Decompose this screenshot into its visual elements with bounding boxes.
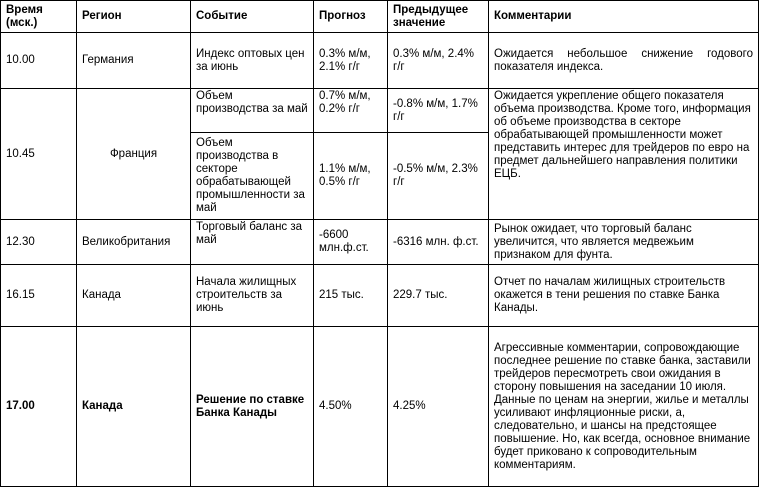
cell-event: Объем производства в секторе обрабатывающей промышленности за май bbox=[191, 133, 314, 220]
cell-forecast: 1.1% м/м, 0.5% г/г bbox=[314, 133, 388, 220]
header-time: Время (мск.) bbox=[1, 1, 77, 33]
cell-previous: -6316 млн. ф.ст. bbox=[388, 220, 489, 265]
table-row bbox=[1, 220, 759, 265]
cell-time: 17.00 bbox=[1, 327, 77, 487]
cell-region: Франция bbox=[77, 89, 191, 220]
cell-time: 12.30 bbox=[1, 220, 77, 265]
table-row bbox=[1, 33, 759, 89]
cell-previous: 0.3% м/м, 2.4% г/г bbox=[388, 33, 489, 89]
cell-previous: -0.8% м/м, 1.7% г/г bbox=[388, 89, 489, 133]
cell-comment: Агрессивные комментарии, сопровождающие последнее решение по ставке банка, заставили трейдеров пересмотреть свои ожидания в сторону повышения на заседании 10 июля. Данные по ценам на энергии, жилье и металлы усиливают инфляционные риски, а, следовательно, и шансы на предстоящее повышение. Но, как всегда, основное внимание будет приковано к сопроводительным комментариям. bbox=[489, 327, 759, 487]
cell-comment: Отчет по началам жилищных строительств окажется в тени решения по ставке Банка Канады. bbox=[489, 265, 759, 327]
cell-forecast: 0.3% м/м, 2.1% г/г bbox=[314, 33, 388, 89]
cell-previous: -0.5% м/м, 2.3% г/г bbox=[388, 133, 489, 220]
cell-time: 10.00 bbox=[1, 33, 77, 89]
cell-previous: 4.25% bbox=[388, 327, 489, 487]
header-previous: Предыдущее значение bbox=[388, 1, 489, 33]
header-event: Событие bbox=[191, 1, 314, 33]
cell-region: Канада bbox=[77, 265, 191, 327]
cell-time: 10.45 bbox=[1, 89, 77, 220]
cell-forecast: 215 тыс. bbox=[314, 265, 388, 327]
cell-region: Великобритания bbox=[77, 220, 191, 265]
cell-comment: Рынок ожидает, что торговый баланс увеличится, что является медвежьим признаком для фунта. bbox=[489, 220, 759, 265]
table-row bbox=[1, 89, 759, 133]
cell-forecast: 4.50% bbox=[314, 327, 388, 487]
header-row bbox=[1, 1, 759, 33]
cell-previous: 229.7 тыс. bbox=[388, 265, 489, 327]
header-forecast: Прогноз bbox=[314, 1, 388, 33]
cell-event: Торговый баланс за май bbox=[191, 220, 314, 265]
cell-event: Объем производства за май bbox=[191, 89, 314, 133]
cell-event: Индекс оптовых цен за июнь bbox=[191, 33, 314, 89]
table-row bbox=[1, 265, 759, 327]
header-region: Регион bbox=[77, 1, 191, 33]
cell-forecast: 0.7% м/м, 0.2% г/г bbox=[314, 89, 388, 133]
table-row bbox=[1, 327, 759, 487]
cell-comment: Ожидается укрепление общего показателя объема производства. Кроме того, информация об объеме производства в секторе обрабатывающей промышленности может представить интерес для трейдеров по евро на предмет дальнейшего направления политики ЕЦБ. bbox=[489, 89, 759, 220]
cell-event: Решение по ставке Банка Канады bbox=[191, 327, 314, 487]
cell-comment: Ожидается небольшое снижение годового показателя индекса. bbox=[489, 33, 759, 89]
cell-region: Канада bbox=[77, 327, 191, 487]
cell-time: 16.15 bbox=[1, 265, 77, 327]
cell-event: Начала жилищных строительств за июнь bbox=[191, 265, 314, 327]
header-comments: Комментарии bbox=[489, 1, 759, 33]
cell-region: Германия bbox=[77, 33, 191, 89]
cell-forecast: -6600 млн.ф.ст. bbox=[314, 220, 388, 265]
